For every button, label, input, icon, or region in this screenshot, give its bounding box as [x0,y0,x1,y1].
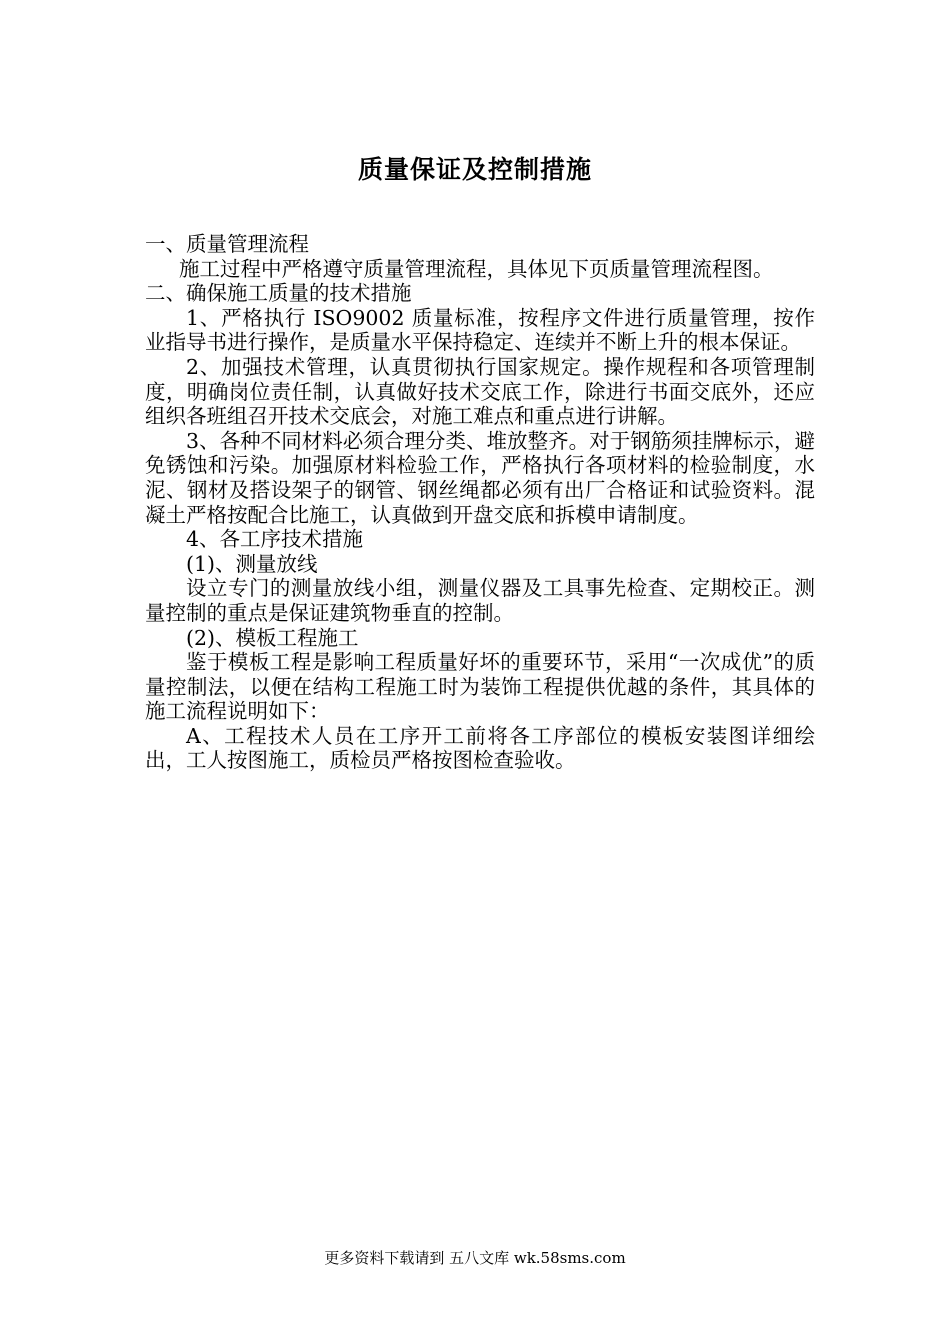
paragraph: 3、各种不同材料必须合理分类、堆放整齐。对于钢筋须挂牌标示，避免锈蚀和污染。加强原材料检验工作，严格执行各项材料的检验制度，水泥、钢材及搭设架子的钢管、钢丝绳都必须有出厂合格证和试验资料。混凝土严格按配合比施工，认真做到开盘交底和拆模申请制度。 [145,428,815,527]
paragraph: 2、加强技术管理，认真贯彻执行国家规定。操作规程和各项管理制度，明确岗位责任制，认真做好技术交底工作，除进行书面交底外，还应组织各班组召开技术交底会，对施工难点和重点进行讲解。 [145,354,815,429]
document-body [145,232,815,773]
paragraph: 设立专门的测量放线小组，测量仪器及工具事先检查、定期校正。测量控制的重点是保证建筑物垂直的控制。 [145,576,815,625]
subsection-heading: (1)、测量放线 [186,551,318,576]
page-title: 质量保证及控制措施 [357,155,592,184]
section-heading-2: 二、确保施工质量的技术措施 [145,281,412,306]
paragraph: 鉴于模板工程是影响工程质量好坏的重要环节，采用“一次成优”的质量控制法，以便在结构工程施工时为装饰工程提供优越的条件，其具体的施工流程说明如下： [145,650,815,724]
paragraph: 施工过程中严格遵守质量管理流程，具体见下页质量管理流程图。 [179,256,774,281]
subsection-heading: (2)、模板工程施工 [186,625,359,650]
section-heading-1: 一、质量管理流程 [145,232,309,256]
subsection-heading: 4、各工序技术措施 [186,527,364,552]
footer-text: 更多资料下载请到 五八文库 wk.58sms.com [324,1249,626,1267]
paragraph: A、工程技术人员在工序开工前将各工序部位的模板安装图详细绘出，工人按图施工，质检员严格按图检查验收。 [145,723,815,773]
paragraph: 1、严格执行 ISO9002 质量标准，按程序文件进行质量管理，按作业指导书进行操作，是质量水平保持稳定、连续并不断上升的根本保证。 [145,305,815,355]
